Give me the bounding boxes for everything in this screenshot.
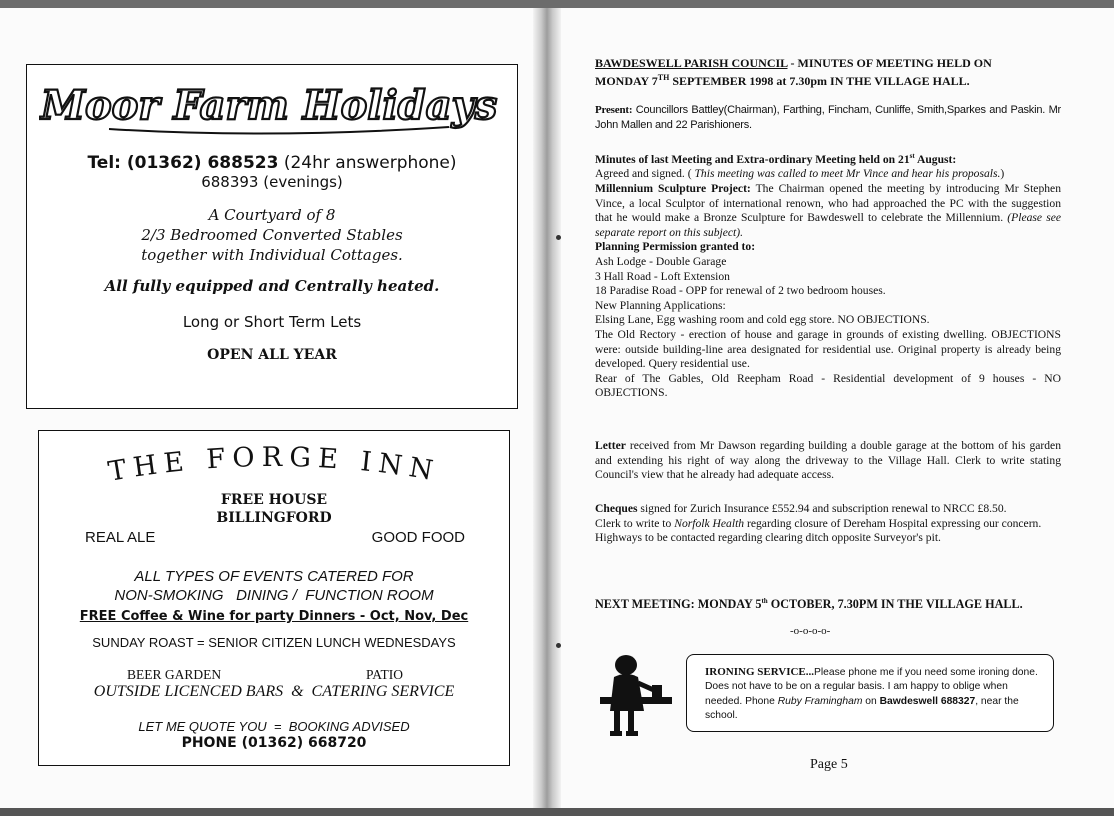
tel-note: (24hr answerphone) — [278, 153, 457, 173]
present-text: Councillors Battley(Chairman), Farthing, Fincham, Cunliffe, Smith,Sparkes and Paskin. Mr John Mallen and 22 Parishioners. — [595, 104, 1061, 131]
last-meeting-italic: This meeting was called to meet Mr Vince and hear his proposals. — [694, 167, 1001, 181]
letter-text: received from Mr Dawson regarding building a double garage at the bottom of his garden and extending his right of way along the driveway to the Village Hall. Clerk to write stating Council's view that he already had adequate access. — [595, 439, 1061, 482]
next-meeting-text: NEXT MEETING: MONDAY 5 — [595, 597, 762, 612]
last-meeting-text: ) — [1000, 167, 1005, 181]
clerk-italic: Norfolk Health — [674, 516, 745, 530]
section-separator: -o-o-o-o- — [790, 625, 831, 637]
last-meeting-label: Minutes of last Meeting and Extra-ordinary Meeting held on 21 — [595, 152, 910, 166]
patio: PATIO — [365, 667, 403, 682]
highways-text: Highways to be contacted regarding clearing ditch opposite Surveyor's pit. — [595, 531, 941, 545]
scan-bottom-edge — [0, 808, 1114, 816]
moor-farm-logo — [39, 75, 499, 139]
heading-text: SEPTEMBER 1998 at 7.30pm IN THE VILLAGE HALL. — [669, 73, 970, 88]
bars-catering: OUTSIDE LICENCED BARS & CATERING SERVICE — [93, 683, 455, 700]
cheques-text: signed for Zurich Insurance £552.94 and subscription renewal to NRCC £8.50. — [637, 502, 1007, 515]
letter-section — [595, 439, 1061, 483]
real-ale: REAL ALE — [85, 529, 156, 546]
minutes-body — [595, 149, 1061, 401]
lets-text: Long or Short Term Lets — [182, 313, 362, 331]
types-line: ALL TYPES OF EVENTS CATERED FOR — [134, 568, 414, 585]
event-types — [39, 567, 509, 605]
millennium-text: The Chairman opened the meeting by introducing Mr Stephen Vince, a local Sculptor of international renown, who had approached the PC with the suggestion that he would make a Bronze Sculpture for Bawdeswell to celebrate the Millennium. — [595, 182, 1061, 225]
clerk-text: regarding closure of Dereham Hospital expressing our concern. — [744, 516, 1042, 530]
planning-item: 3 Hall Road - Loft Extension — [595, 269, 730, 283]
forge-inn-title — [94, 439, 454, 489]
tel-evening: 688393 (evenings) — [201, 173, 343, 191]
heading-sup: TH — [657, 72, 670, 82]
application-item: The Old Rectory - erection of house and garage in grounds of existing dwelling. OBJECTIONS were: outside building-line area designated for residential use. Original property is already being developed. Query residential use. — [595, 327, 1061, 371]
staple-mark — [556, 643, 561, 648]
ironing-text: , near the school. — [705, 695, 1019, 721]
staple-mark — [556, 235, 561, 240]
planning-label: Planning Permission granted to: — [595, 240, 756, 254]
heading-text: MONDAY 7 — [595, 73, 658, 88]
next-meeting-text: OCTOBER, 7.30PM IN THE VILLAGE HALL. — [767, 597, 1023, 612]
beer-garden: BEER GARDEN — [127, 667, 222, 682]
forge-phone: PHONE (01362) 668720 — [181, 735, 367, 751]
equipped-text: All fully equipped and Centrally heated. — [104, 277, 440, 295]
page-gutter — [533, 8, 561, 808]
clerk-text: Clerk to write to — [595, 516, 675, 530]
present-section — [595, 103, 1061, 133]
sunday-roast: SUNDAY ROAST = SENIOR CITIZEN LUNCH WEDNESDAYS — [92, 635, 456, 650]
new-applications-label: New Planning Applications: — [595, 298, 726, 312]
ironing-label: IRONING SERVICE... — [705, 666, 815, 678]
next-meeting-sup: th — [761, 597, 768, 605]
desc-line: A Courtyard of 8 — [208, 206, 336, 224]
free-house: FREE HOUSE — [220, 492, 328, 508]
open-all-year: OPEN ALL YEAR — [207, 347, 337, 363]
next-meeting — [595, 593, 1061, 612]
application-item: Elsing Lane, Egg washing room and cold egg store. NO OBJECTIONS. — [595, 313, 930, 327]
ironing-name: Ruby Framingham — [777, 695, 863, 707]
booking-advised: LET ME QUOTE YOU = BOOKING ADVISED — [138, 719, 410, 734]
last-meeting-sup: st — [909, 152, 915, 160]
planning-item: 18 Paradise Road - OPP for renewal of 2 two bedroom houses. — [595, 284, 886, 298]
ironing-service-box — [686, 654, 1054, 732]
page-number: Page 5 — [810, 757, 848, 772]
council-name: BAWDESWELL PARISH COUNCIL — [595, 56, 788, 70]
planning-item: Ash Lodge - Double Garage — [595, 255, 727, 269]
desc-line: together with Individual Cottages. — [141, 246, 403, 264]
cheques-section — [595, 502, 1061, 546]
forge-inn-title-text: THE FORGE INN — [105, 441, 442, 488]
moor-farm-advert — [26, 64, 518, 409]
desc-line: 2/3 Bedroomed Converted Stables — [141, 226, 403, 244]
free-coffee-offer: FREE Coffee & Wine for party Dinners - Oct, Nov, Dec — [79, 609, 469, 624]
cheques-label: Cheques — [595, 502, 638, 515]
billingford: BILLINGFORD — [216, 510, 332, 526]
svg-text:THE FORGE INN — [106, 442, 442, 488]
types-line: NON-SMOKING DINING / FUNCTION ROOM — [114, 587, 434, 604]
heading-text: - MINUTES OF MEETING HELD ON — [787, 56, 992, 70]
ironing-woman-icon — [600, 651, 672, 739]
minutes-heading — [595, 56, 1061, 88]
good-food: GOOD FOOD — [371, 529, 465, 546]
present-label: Present: — [595, 104, 633, 116]
scan-top-edge — [0, 0, 1114, 8]
moor-farm-logo-text: Moor Farm Holidays — [40, 82, 498, 129]
forge-inn-advert — [38, 430, 510, 766]
tel-number: Tel: (01362) 688523 — [87, 153, 279, 173]
millennium-italic: (Please see separate report on this subject). — [595, 211, 1061, 239]
ironing-text: Please phone me if you need some ironing done. Does not have to be on a regular basis. I am happy to oblige when needed. Phone — [705, 667, 1038, 707]
ironing-text: on — [862, 695, 880, 707]
letter-label: Letter — [595, 439, 626, 452]
last-meeting-text: Agreed and signed. ( — [595, 167, 695, 181]
application-item: Rear of The Gables, Old Reepham Road - Residential development of 9 houses - NO OBJECTIONS. — [595, 371, 1061, 400]
millennium-label: Millennium Sculpture Project: — [595, 182, 751, 196]
ironing-phone: Bawdeswell 688327 — [879, 695, 976, 707]
last-meeting-label: August: — [914, 152, 957, 166]
moor-farm-tel — [27, 153, 517, 173]
free-house-block — [39, 491, 509, 527]
moor-farm-description — [27, 205, 517, 265]
